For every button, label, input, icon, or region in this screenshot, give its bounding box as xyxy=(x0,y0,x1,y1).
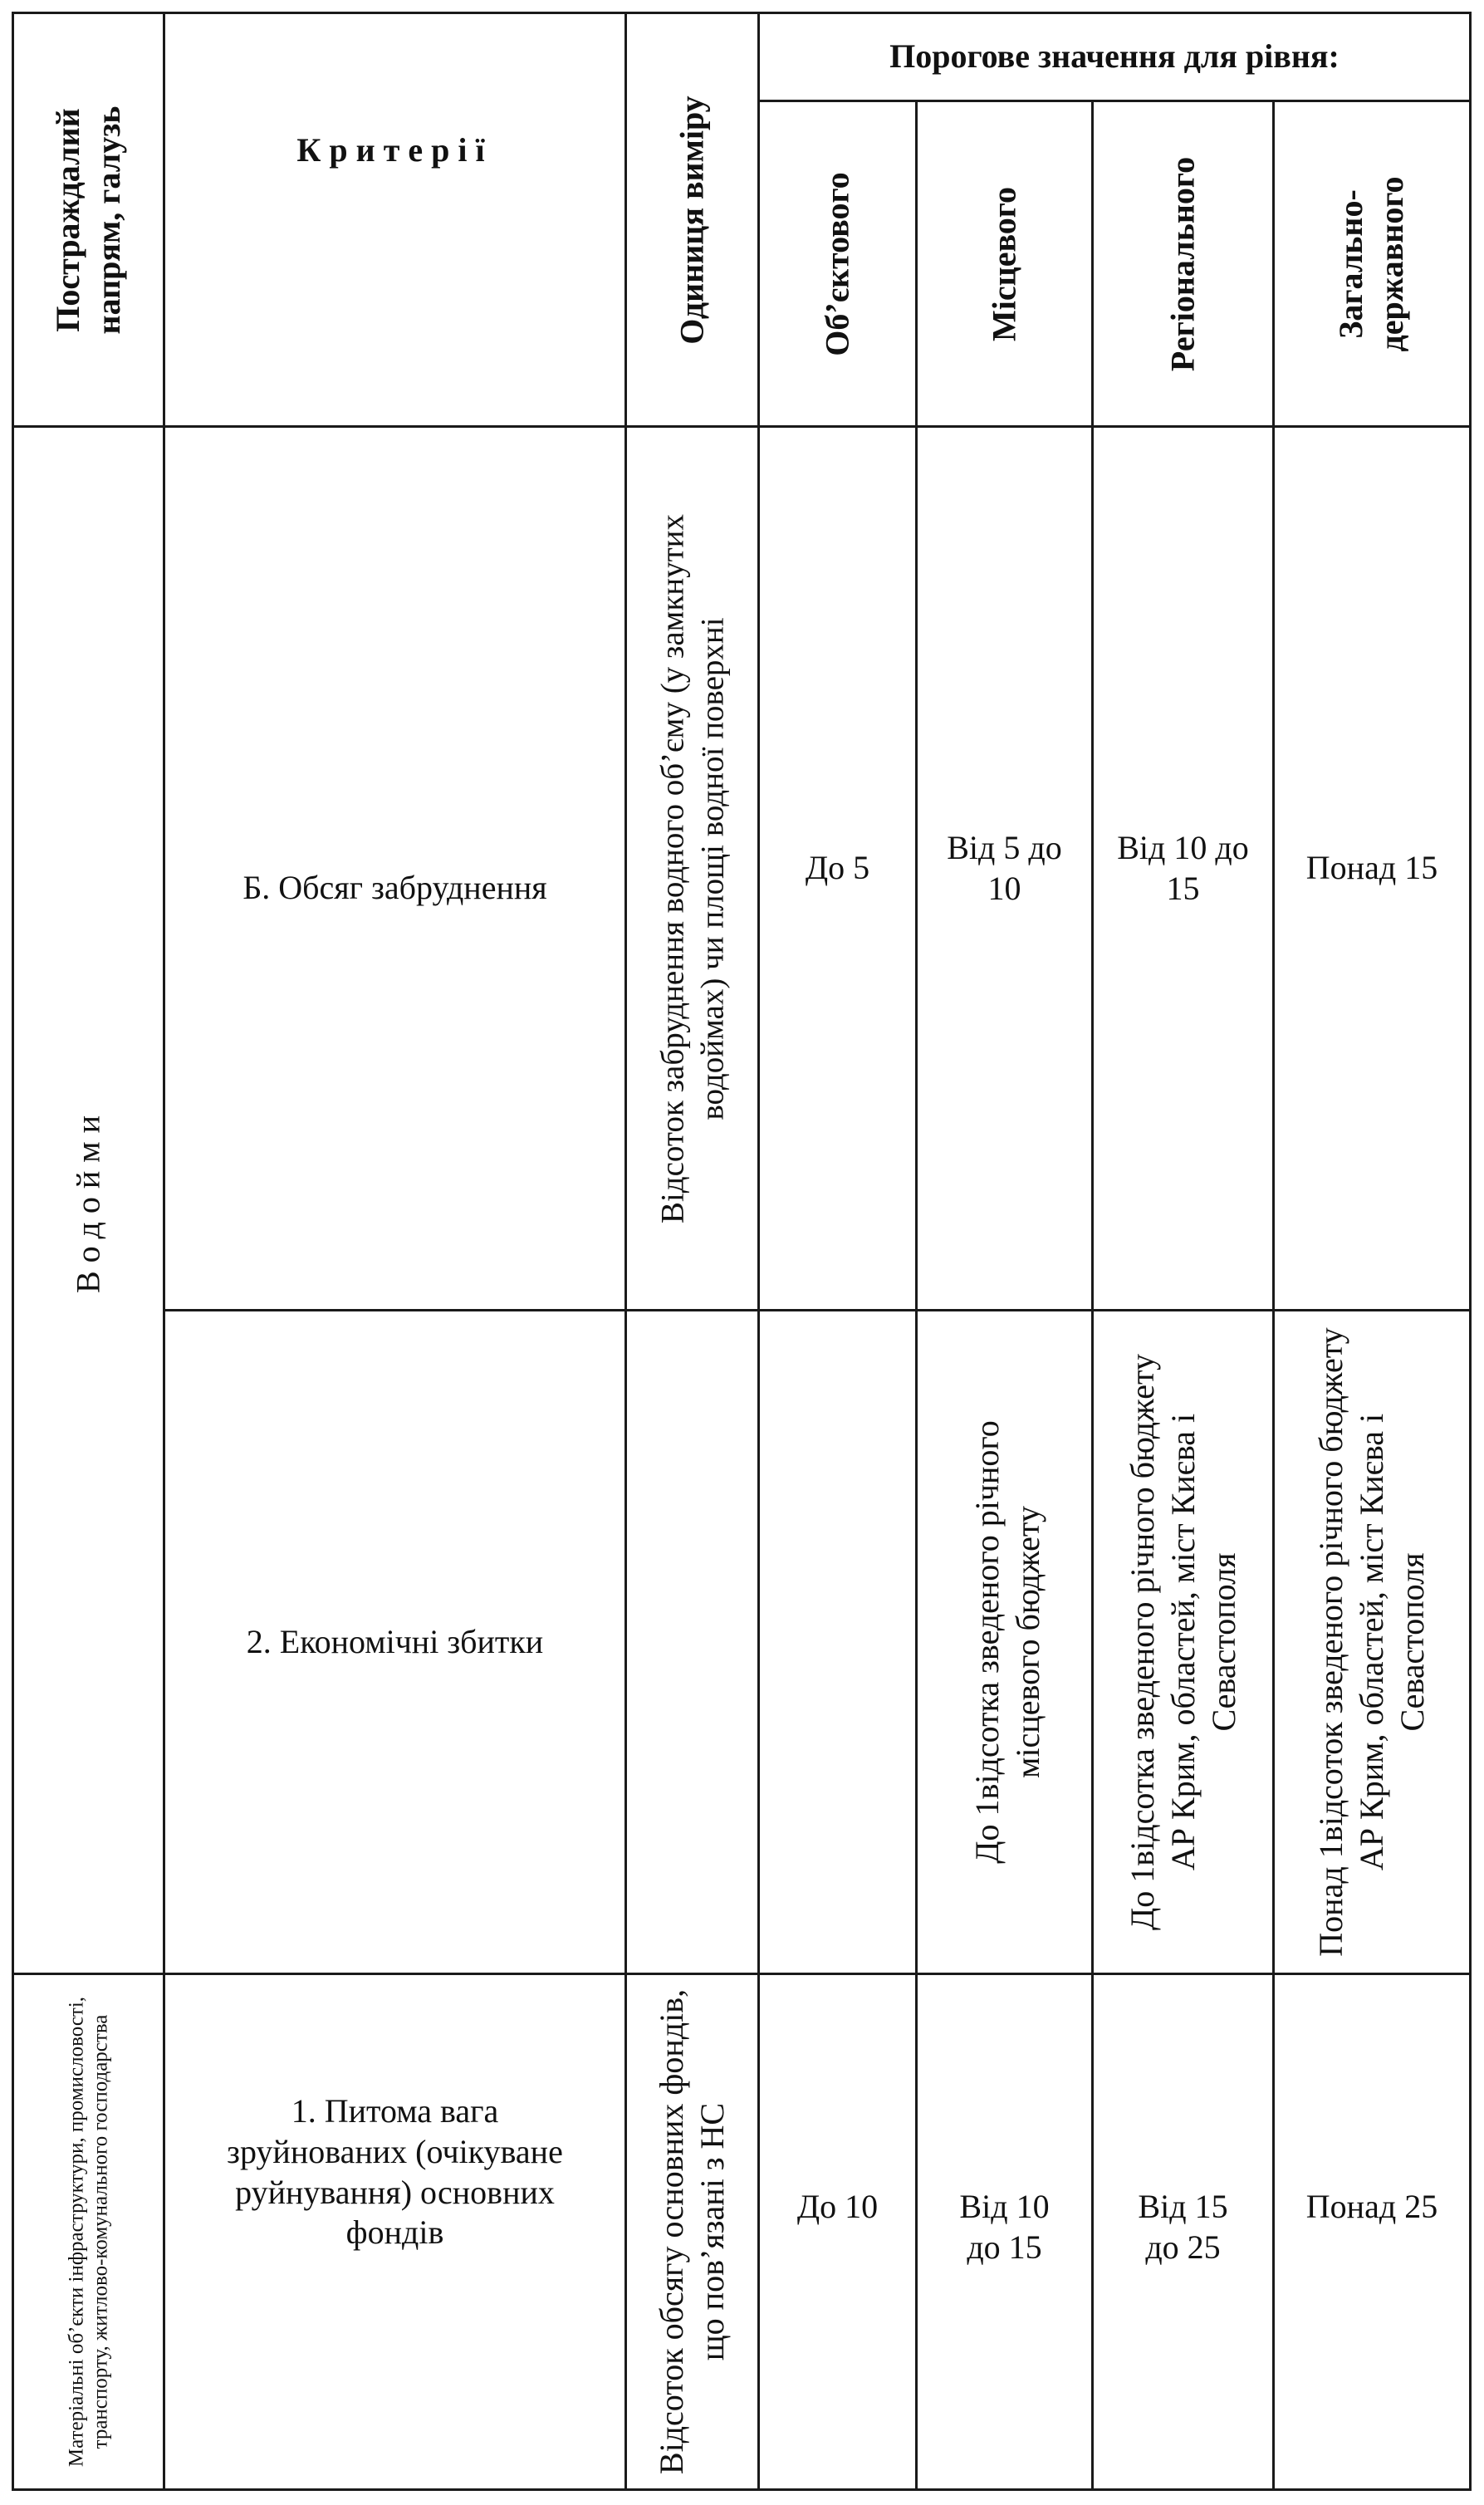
water-row2-level-object xyxy=(760,1311,915,1973)
criterion-text: Б. Обсяг забруднення xyxy=(242,869,547,906)
criterion-text: 2. Економічні збитки xyxy=(246,1622,544,1660)
table-border-bottom xyxy=(12,2488,1472,2491)
header-unit: Одиниця виміру xyxy=(673,95,711,345)
level-value xyxy=(760,1311,915,1973)
level-value: Від 5 до 10 xyxy=(947,828,1062,907)
group-material-label: Матеріальні об’єкти інфраструктури, промисловості, транспорту, житлово-комунального господарства xyxy=(64,1996,111,2468)
level-value: До 5 xyxy=(805,849,870,887)
header-criteria: Критерії xyxy=(296,131,493,169)
water-row2-criterion xyxy=(165,1311,624,1973)
group-water-cell xyxy=(14,428,163,1973)
level-value: До 1відсотка зведеного річного місцевого бюджету xyxy=(967,1420,1046,1864)
water-row2-level-local xyxy=(918,1311,1091,1973)
water-row2-unit xyxy=(627,1311,757,1973)
water-row2-level-regional xyxy=(1094,1311,1272,1973)
water-row1-level-regional xyxy=(1094,428,1272,1309)
water-row1-unit xyxy=(627,428,757,1309)
water-row2-level-national xyxy=(1275,1311,1469,1973)
level-value: Понад 15 xyxy=(1305,849,1438,887)
material-row1-level-object xyxy=(760,1975,915,2488)
group-water-label: Водойми xyxy=(69,1107,107,1294)
header-unit-cell xyxy=(627,14,757,425)
table-border-right xyxy=(1469,12,1472,2491)
material-row1-criterion xyxy=(165,1975,624,2488)
header-level-national: Загально-державного xyxy=(1332,175,1410,352)
header-level-object: Об’єктового xyxy=(818,171,856,356)
header-level-local-cell xyxy=(918,102,1091,425)
material-row1-unit xyxy=(627,1975,757,2488)
header-level-regional: Регіонального xyxy=(1163,156,1202,371)
criterion-text: 1. Питома вага зруйнованих (очікуване руйнування) основних фондів xyxy=(227,2092,563,2252)
header-level-regional-cell xyxy=(1094,102,1272,425)
level-value: До 10 xyxy=(796,2188,879,2225)
unit-text: Відсоток забруднення водного об’єму (у замкнутих водоймах) чи площі водної поверхні xyxy=(654,513,730,1223)
water-row1-level-local xyxy=(918,428,1091,1309)
level-value: Від 10 до 15 xyxy=(1117,828,1249,907)
material-row1-level-regional xyxy=(1094,1975,1272,2488)
material-row1-level-local xyxy=(918,1975,1091,2488)
header-affected-cell xyxy=(14,14,163,425)
unit-text: Відсоток обсягу основних фондів, що пов’язані з НС xyxy=(652,1988,731,2475)
level-value: До 1відсотка зведеного річного бюджету АР Крим, областей, міст Києва і Севастополя xyxy=(1123,1354,1242,1930)
level-value: Понад 1відсоток зведеного річного бюджету АР Крим, областей, міст Києва і Севастополя xyxy=(1311,1327,1431,1957)
level-value: Понад 25 xyxy=(1305,2188,1438,2225)
header-affected: Постраждалий напрям, галузь xyxy=(48,105,127,334)
group-material-cell xyxy=(14,1975,163,2488)
header-level-national-cell xyxy=(1275,102,1469,425)
water-row1-level-national xyxy=(1275,428,1469,1309)
water-row1-level-object xyxy=(760,428,915,1309)
header-threshold-group: Порогове значення для рівня: xyxy=(889,37,1340,76)
header-level-local: Місцевого xyxy=(985,186,1023,341)
material-row1-level-national xyxy=(1275,1975,1469,2488)
header-threshold-group-cell xyxy=(760,14,1469,100)
water-row1-criterion xyxy=(165,428,624,1309)
level-value: Від 10 до 15 xyxy=(959,2188,1050,2266)
header-level-object-cell xyxy=(760,102,915,425)
level-value: Від 15 до 25 xyxy=(1138,2188,1228,2266)
header-criteria-cell xyxy=(165,14,624,425)
